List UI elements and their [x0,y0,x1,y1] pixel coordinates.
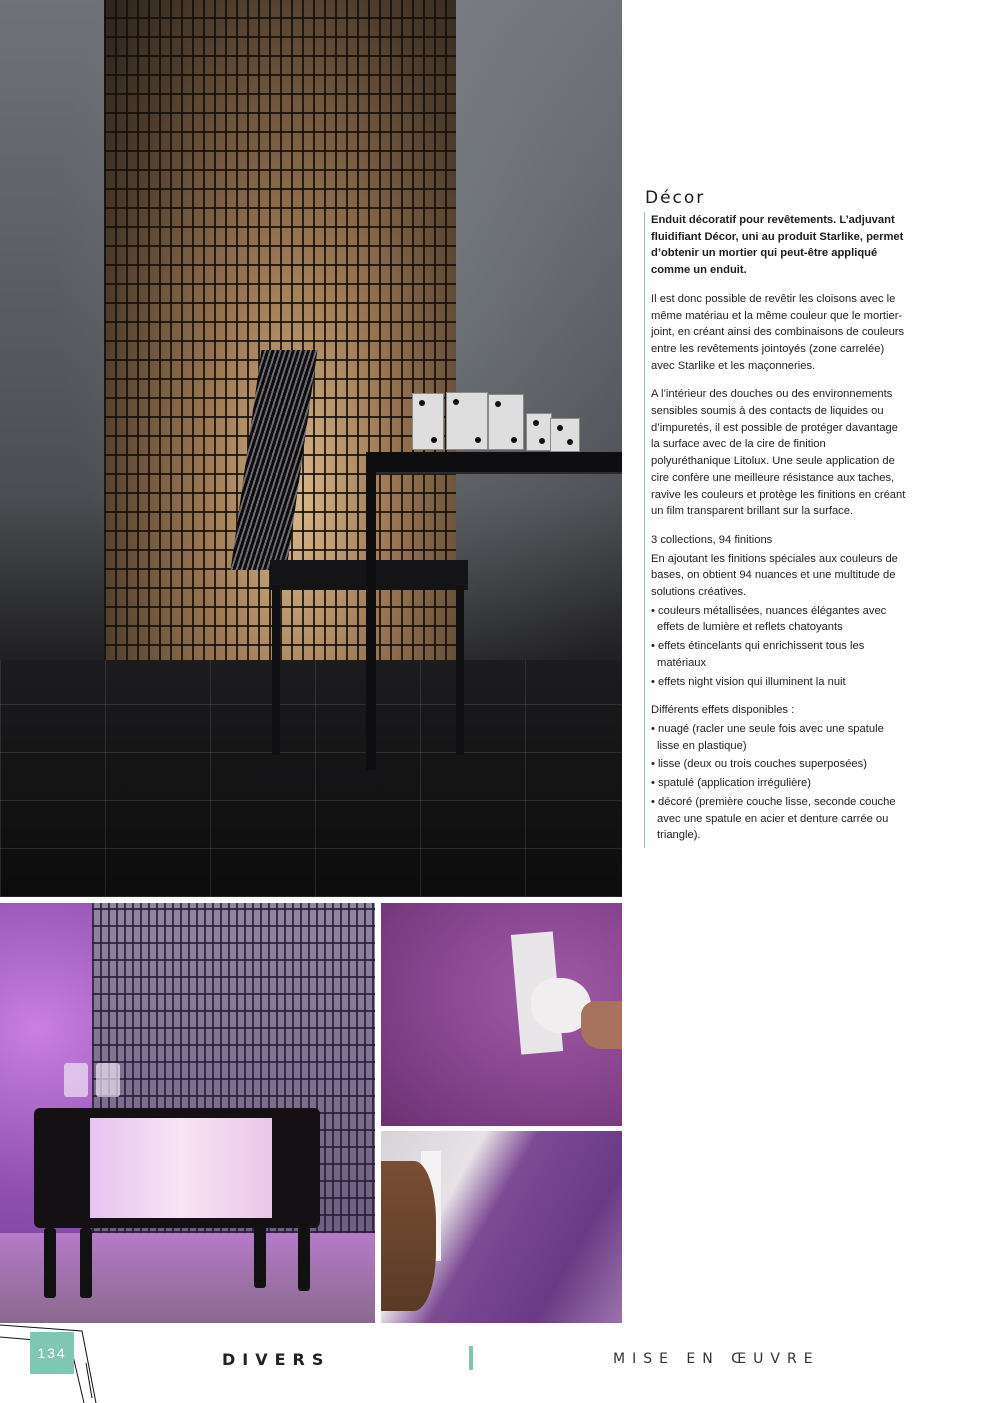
article-intro: Enduit décoratif pour revêtements. L’adjuvant fluidifiant Décor, uni au produit Starlike, permet d’obtenir un mortier qui peut-être appliqué comme un enduit. [651,214,904,277]
tiled-floor [0,660,622,897]
flower-vase [96,1063,120,1097]
article-paragraph: Il est donc possible de revêtir les cloisons avec le même matériau et la même couleur que le mortier-joint, en créant ainsi des combinaisons de couleurs entre les revêtements jointoyés (zone carrelée) avec Starlike et les maçonneries. [651,292,905,372]
article-title: Décor [645,188,706,208]
footer-divider [469,1346,473,1370]
list-item: • décoré (première couche lisse, seconde couche avec une spatule en acier et denture carrée ou triangle). [651,794,906,844]
domino-block [446,392,488,450]
footer-section-left: DIVERS [222,1350,331,1369]
floor [0,1233,375,1323]
sideboard-leg [298,1221,310,1291]
sideboard-leg [80,1228,92,1298]
chair-leg [272,585,280,755]
article-body [644,212,906,848]
collections-heading: 3 collections, 94 finitions [651,533,773,546]
effects-list [651,721,906,844]
photo-trowel-spreading [381,1131,622,1323]
collections-text: En ajoutant les finitions spéciales aux couleurs de bases, on obtient 94 nuances et une multitude de solutions créatives. [651,552,898,599]
article-paragraph: A l’intérieur des douches ou des environnements sensibles soumis à des contacts de liquides ou d’impuretés, il est possible de protéger davantage la surface avec de la cire de finition polyuréthanique Litolux. Une seule application de cire confère une meilleure résistance aux taches, ravive les couleurs et protège les finitions en créant un film transparent brillant sur la surface. [651,388,906,518]
list-item: • nuagé (racler une seule fois avec une spatule lisse en plastique) [651,721,906,754]
sideboard-leg [254,1218,266,1288]
photo-mosaic-interior [0,0,622,897]
hand [381,1161,436,1311]
domino-block [488,394,524,450]
sideboard-cabinet [34,1108,320,1228]
list-item: • lisse (deux ou trois couches superposées) [651,756,906,773]
sideboard-front [90,1118,272,1218]
flower-vase [64,1063,88,1097]
table-top [366,452,622,472]
article-column [644,188,906,848]
effects-heading: Différents effets disponibles : [651,704,795,717]
footer-section-right: MISE EN ŒUVRE [613,1351,820,1367]
sideboard-leg [44,1228,56,1298]
photo-purple-sideboard [0,903,375,1323]
collections-list [651,603,906,691]
list-item: • effets étincelants qui enrichissent tous les matériaux [651,638,906,671]
arm [581,1001,622,1049]
page-number: 134 [30,1332,74,1374]
domino-block [526,413,552,451]
list-item: • spatulé (application irrégulière) [651,775,906,792]
list-item: • effets night vision qui illuminent la nuit [651,674,906,691]
photo-trowel-application [381,903,622,1126]
table-leg [366,470,376,770]
chair-leg [456,585,464,755]
list-item: • couleurs métallisées, nuances élégantes avec effets de lumière et reflets chatoyants [651,603,906,636]
domino-block [412,393,444,450]
domino-block [550,418,580,452]
